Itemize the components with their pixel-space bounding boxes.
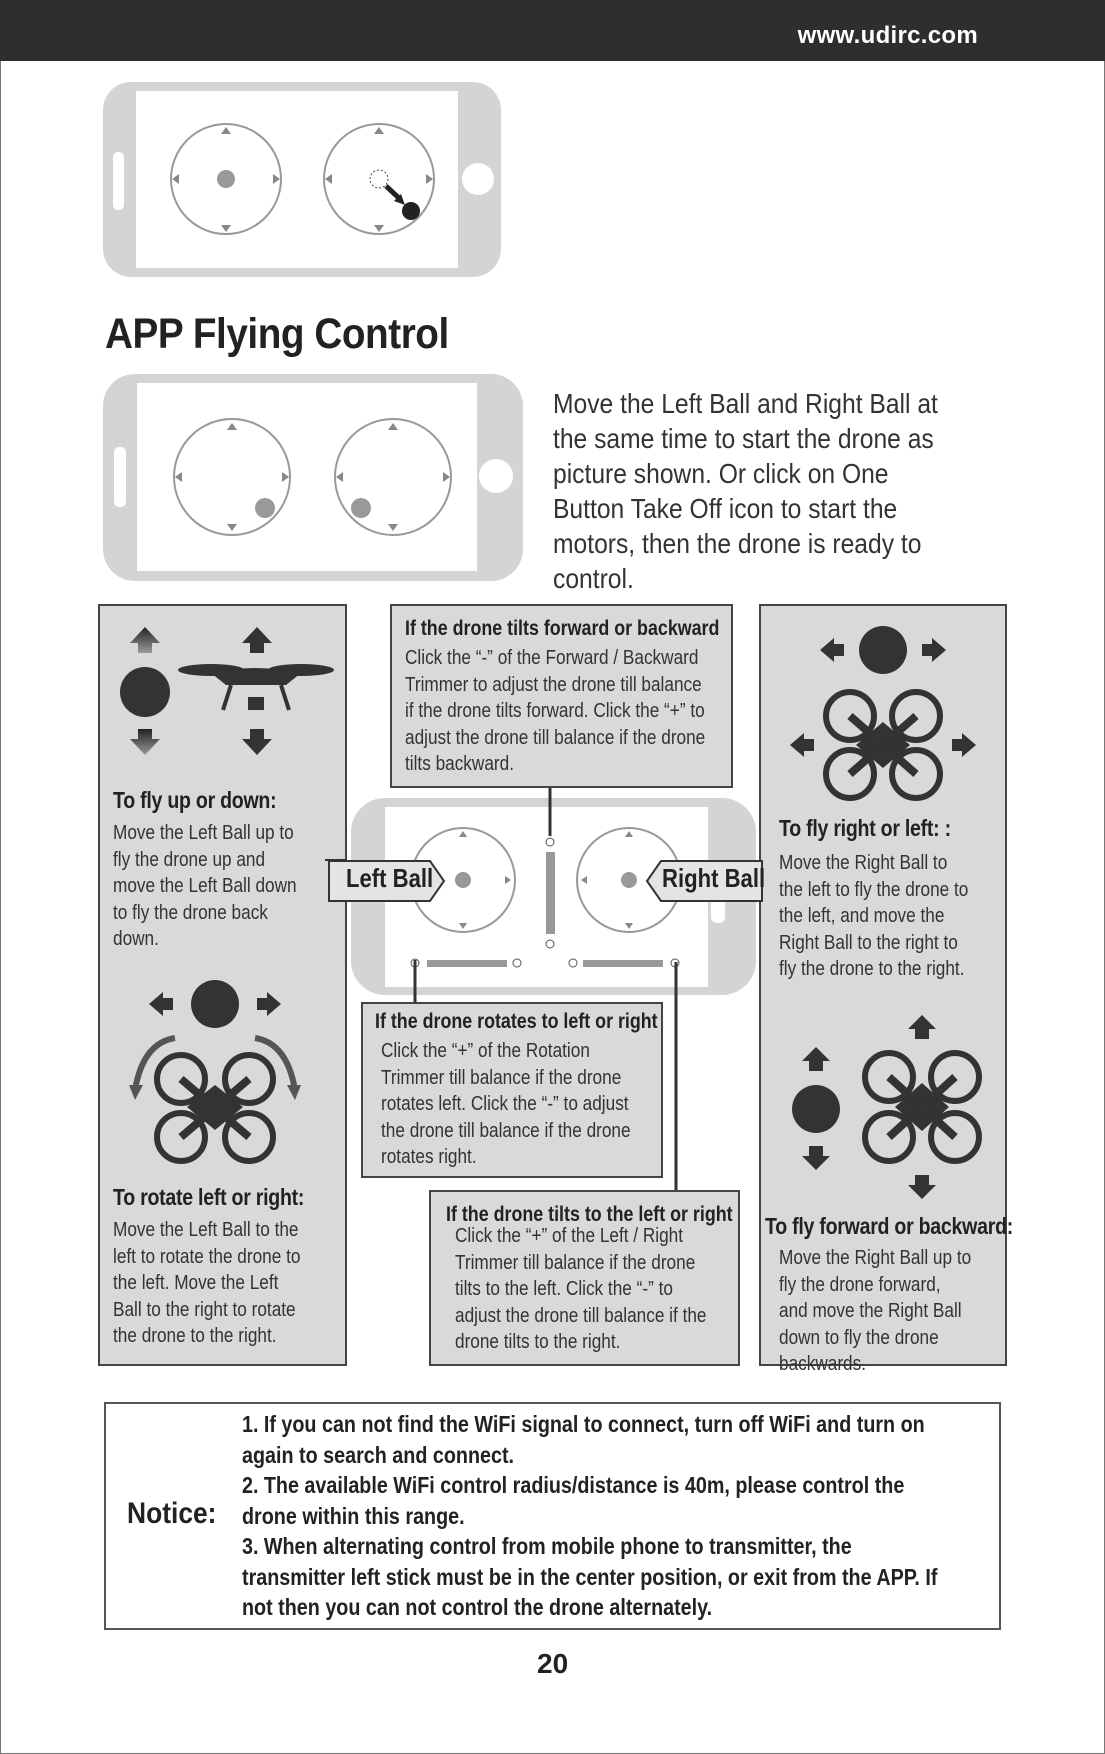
fly-forward-backward-text: Move the Right Ball up to fly the drone forward, and move the Right Ball down to fly the drone backwards. <box>779 1247 972 1375</box>
tilt-forward-heading: If the drone tilts forward or backward <box>405 617 720 640</box>
notice-item-text: If you can not find the WiFi signal to connect, turn off WiFi and turn on again to search and connect. <box>242 1411 925 1468</box>
fly-up-down-text: Move the Left Ball up to fly the drone up and move the Left Ball down to fly the drone back down. <box>113 822 297 950</box>
notice-item <box>242 1531 956 1623</box>
notice-label: Notice: <box>127 1497 217 1530</box>
notice-item-text: The available WiFi control radius/distance is 40m, please control the drone within this range. <box>242 1472 905 1529</box>
tilt-side-heading: If the drone tilts to the left or right <box>446 1203 733 1226</box>
tilt-forward-text: Click the “-” of the Forward / Backward Trimmer to adjust the drone till balance if the drone tilts forward. Click the “+” to adjust the drone till balance if the drone tilts backward. <box>405 647 706 775</box>
fly-forward-backward-heading: To fly forward or backward: <box>765 1213 1014 1239</box>
section-title: APP Flying Control <box>105 310 449 358</box>
notice-item-number: 3. <box>242 1533 259 1559</box>
rotate-heading: To rotate left or right: <box>113 1184 305 1210</box>
tilt-side-text: Click the “+” of the Left / Right Trimmer till balance if the drone tilts to the left. Click the “-” to adjust the drone till balance if the drone tilts to the right. <box>455 1225 707 1353</box>
notice-item-number: 1. <box>242 1411 259 1437</box>
fly-up-down-heading: To fly up or down: <box>113 787 277 813</box>
right-ball-label: Right Ball <box>662 863 766 893</box>
fly-right-left-text: Move the Right Ball to the left to fly the drone to the left, and move the Right Ball to the right to fly the drone to the right. <box>779 852 969 980</box>
rotates-text: Click the “+” of the Rotation Trimmer till balance if the drone rotates left. Click the “-” to adjust the drone till balance if the drone rotates right. <box>381 1040 631 1168</box>
intro-text: Move the Left Ball and Right Ball at the same time to start the drone as picture shown. Or click on One Button Take Off icon to start the motors, then the drone is ready to control. <box>553 388 938 594</box>
notice-item-text: When alternating control from mobile phone to transmitter, the transmitter left stick must be in the center position, or exit from the APP. If not then you can not control the drone alternately. <box>242 1533 938 1620</box>
left-ball-label: Left Ball <box>346 863 434 893</box>
notice-item-number: 2. <box>242 1472 259 1498</box>
rotates-heading: If the drone rotates to left or right <box>375 1010 658 1033</box>
website-url: www.udirc.com <box>797 22 978 49</box>
rotate-text: Move the Left Ball to the left to rotate the drone to the left. Move the Left Ball to the right to rotate the drone to the right. <box>113 1219 301 1347</box>
fly-right-left-heading: To fly right or left: : <box>779 815 951 841</box>
notice-item <box>242 1409 956 1470</box>
page-number: 20 <box>537 1648 569 1679</box>
notice-item <box>242 1470 956 1531</box>
